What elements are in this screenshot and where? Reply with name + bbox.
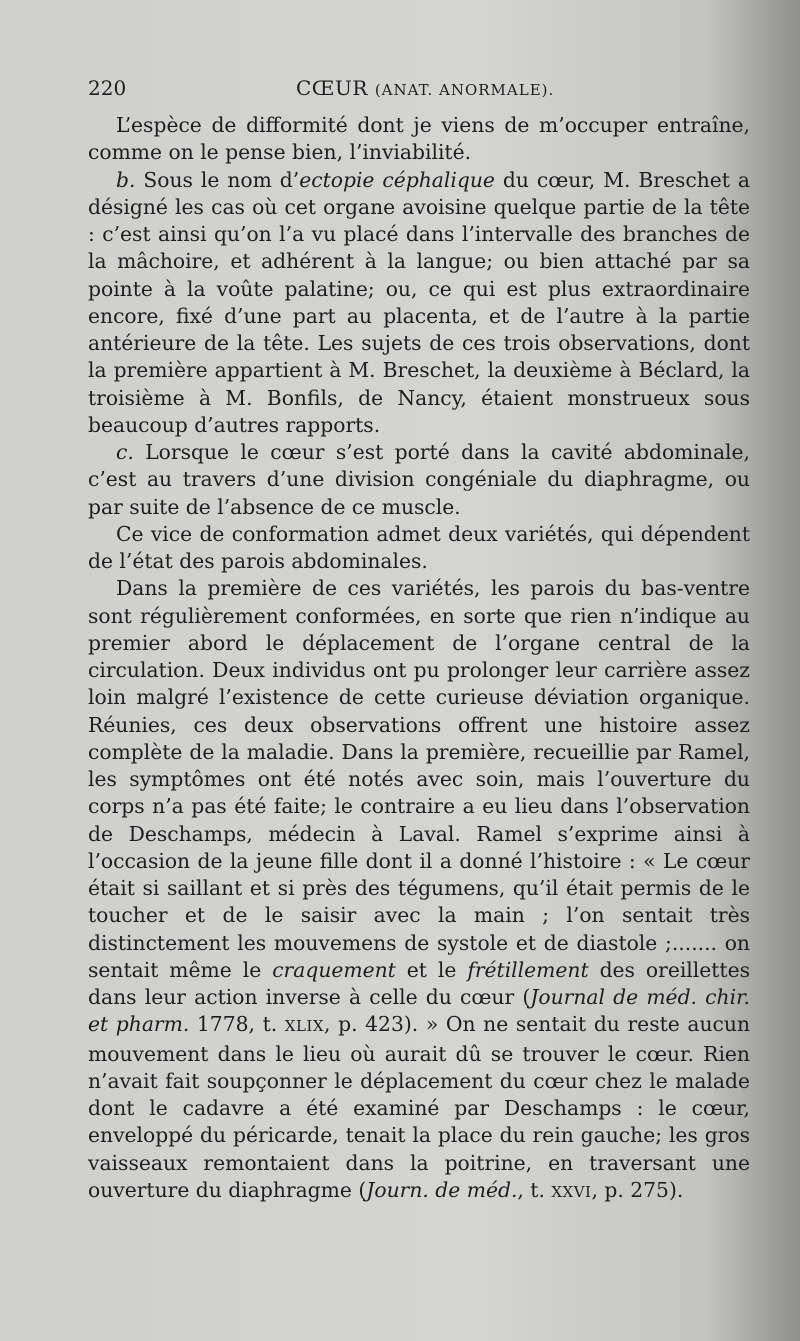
citation-title: Journ. de méd.	[366, 1177, 518, 1202]
page-header	[88, 76, 758, 106]
body-text	[88, 112, 750, 1206]
term-ectopie: ectopie céphalique	[299, 167, 495, 192]
running-head-main: CŒUR	[296, 76, 368, 100]
text-span: , p. 275).	[591, 1177, 684, 1202]
text-span: du cœur, M. Breschet a désigné les cas où cet organe avoisine quelque partie de la tête : c’est ainsi qu’on l’a vu placé dans l’intervalle des branches de la mâchoire, et adhérent à la langue; ou bien attaché par sa pointe à la voûte palatine; ou, ce qui est plus extraordinaire encore, fixé d’une part au placenta, et de l’autre à la partie antérieure de la tête. Les sujets de ces trois observations, dont la première appartient à M. Breschet, la deuxième à Béclard, la troisième à M. Bonfils, de Nancy, étaient monstrueux sous beaucoup d’autres rapports.	[88, 167, 750, 437]
text-span: , p. 423). » On ne sentait du reste aucun mouvement dans le lieu où aurait dû se trouver le cœur. Rien n’avait fait soupçonner le déplacement du cœur chez le malade dont le cadavre a été examiné par Deschamps : le cœur, enveloppé du péricarde, tenait la place du rein gauche; les gros vaisseaux remontaient dans la poitrine, en traversant une ouverture du diaphragme (	[88, 1012, 751, 1202]
running-head	[296, 76, 554, 100]
paragraph-2	[88, 167, 750, 440]
italic-term: craquement	[272, 957, 396, 982]
italic-term: frétillement	[467, 957, 589, 982]
paragraph-5	[88, 575, 750, 1206]
volume-number: XLIX	[284, 1017, 325, 1036]
text-span: 1778, t.	[189, 1012, 285, 1037]
item-marker-b: b.	[116, 167, 136, 192]
text-span: , t.	[517, 1177, 552, 1202]
text-span: Lorsque le cœur s’est porté dans la cavité abdominale, c’est au travers d’une division congéniale du diaphragme, ou par suite de l’absence de ce muscle.	[88, 440, 750, 519]
page-number: 220	[88, 76, 127, 100]
text-span: Dans la première de ces variétés, les parois du bas-ventre sont régulièrement conformées, en sorte que rien n’indique au premier abord le déplacement de l’organe central de la circulation. Deux individus ont pu prolonger leur carrière assez loin malgré l’existence de cette curieuse déviation organique. Réunies, ces deux observations offrent une histoire assez complète de la maladie. Dans la première, recueillie par Ramel, les symptômes ont été notés avec soin, mais l’ouverture du corps n’a pas été faite; le contraire a eu lieu dans l’observation de Deschamps, médecin à Laval. Ramel s’exprime ainsi à l’occasion de la jeune fille dont il a donné l’histoire : « Le cœur était si saillant et si près des tégumens, qu’il était permis de le toucher et de le saisir avec la main ; l’on sentait très distinctement les mouvemens de systole et de diastole ;....... on sentait même le	[88, 576, 750, 982]
paragraph-1: L’espèce de difformité dont je viens de m’occuper entraîne, comme on le pense bien, l’inviabilité.	[88, 113, 750, 165]
text-span: Sous le nom d’	[135, 167, 300, 192]
paragraph-3	[88, 439, 750, 521]
text-span: et le	[395, 957, 468, 982]
volume-number: XXVI	[551, 1182, 592, 1201]
item-marker-c: c.	[116, 440, 134, 464]
citation-title: Journal de méd. chir. et pharm.	[88, 985, 750, 1037]
running-head-sub: (ANAT. ANORMALE).	[374, 81, 555, 99]
text-span: des oreillettes dans leur action inverse à celle du cœur (	[88, 957, 750, 1009]
paragraph-4: Ce vice de conformation admet deux variétés, qui dépendent de l’état des parois abdominales.	[88, 521, 750, 573]
